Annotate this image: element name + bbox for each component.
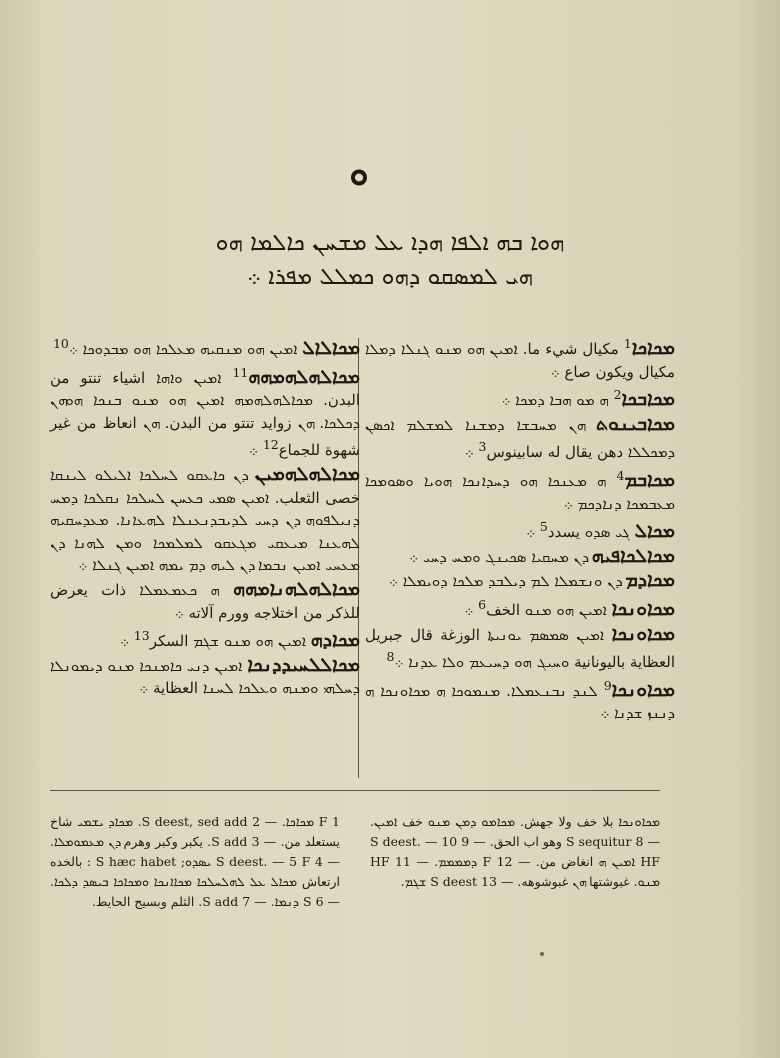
dictionary-entry <box>50 333 360 361</box>
dictionary-entry <box>50 463 360 577</box>
footnote-ref: 4 <box>616 467 625 483</box>
dictionary-entry: ܡܟܐܘܢܟܐ ܐܡܝܢ ܗܘ ܡܢܘ الخف$^6$ ܀ <box>464 596 675 620</box>
entry-term: ܡܟܐܠܗܠܗܡܝܢ <box>254 462 360 485</box>
dictionary-entry: ܡܟܐܕܗ ܐܡܝܢ ܗܘ ܡܢܘ ܫܓܡ السكر$^{13}$ ܀ <box>120 628 360 652</box>
footnote-ref: 3 <box>478 439 487 455</box>
entry-text: ܐܡܝܢ ܣܡܣܡ ܝܘܢܝܬܐ الوزغة قال جبريل العظاية باليونانية ܘܚܝܓ ܗܘ ܕܚܝܥܡ ܘܠܐ ܥܕܢܐ ܀ <box>365 625 675 672</box>
entry-term: ܡܟܐܕܗ <box>310 629 360 652</box>
footnote-ref: 6 <box>478 596 487 612</box>
dictionary-entry <box>365 675 675 725</box>
chapter-marker: ܘ <box>349 154 369 194</box>
entry-text: ܠܢܕ ܢܒܢܥܡܠܐ. ܡܢܡܘܟܐ ܗ ܡܟܐܘܢܟܐ ܗ ܕܢܢܙ ܫܕܢܐ ܀ <box>365 681 675 723</box>
footnote-ref: 12 <box>262 437 279 453</box>
footnote-ref: 13 <box>133 628 150 644</box>
dictionary-entry <box>365 333 675 383</box>
left-column <box>50 333 360 701</box>
footnote-ref: 10 <box>52 336 69 351</box>
entry-term: ܡܟܐܠܠܚܝܕܕܢܟܐ <box>247 653 360 676</box>
entry-text: ܗ ܟܥܡܥܡܠܐ ذات يعرض للذكر من اختلاجه وورم آلاته ܀ <box>50 580 360 622</box>
footnote-ref: 5 <box>539 519 548 535</box>
entry-term: ܡܟܐܠܐܠ <box>302 337 360 359</box>
entry-text: ܗܢ ܡܚܒܫܐ ܕܡܫܢܐ ܠܡܫܠܡ ܐܟܣܢ ܕܡܟܠܠܐ دهن يقال له سابينوس <box>365 415 675 462</box>
dictionary-entry: ܡܟܐܠ ܓܝ ܣܕܘ يسدد$^5$ ܀ <box>526 519 675 543</box>
dictionary-entry <box>365 569 675 593</box>
entry-text: ܗ ܡܘ ܗܒܐ ܕܡܟܐ ܀ <box>501 391 609 410</box>
footnote-divider <box>50 790 660 791</box>
entry-text: ܕܢ ܟܐܥܩܘ ܠܚܠܟܐ ܐܠܝܠܘ ܠܝܢܩܐ خصى الثعلب. ܐܡܝܢ ܣܡܝ ܟܥܚܢ ܠܚܠܟܐ ܢܩܠܟܐ ܕܡܚ ܕܢܝܠܦܘܗ ܕܢ ܕܚܝ ܠܕܝܒܕܢܥܢܠܐ ܠܗܥܐܢܐ. ܡܥܕܚܩܝܗ ܠܗܥܢܐ ܡܝܥܩܝ ܡܓܥܩܘ ܠܡܠܡܟܐ ܘܡܢ ܠܗܢܐ ܕܢ ܡܥܚܝ ܐܡܝܢ ܢܒܡܐ ܕܢ ܠܝܗ ܕܡ ܝܡܗ ܐܡܝܢ ܓܢܠܐ ܀ <box>50 465 360 575</box>
entry-term: ܡܟܐܘܢܟܐ <box>611 678 675 701</box>
dictionary-entry <box>365 384 675 412</box>
entry-text: ܐܡܝܢ ܗܘ ܡܢܘ ܫܓܡ السكر <box>149 632 306 651</box>
entry-text: ܐܡܝܢ ܗܘ ܡܢܘ الخف <box>486 600 607 619</box>
entry-text: ܗ ܡܥܢܟܐ ܗܘ ܕܚܕܐܢܟܐ ܗܘܝܐ ܘܣܘܡܟܐ ܡܥܒܡܟܐ ܕܢܐܕܟܡ ܀ <box>365 471 675 513</box>
chapter-heading-line2: ܗܝ ܠܡܣܩܘ ܕܗܘ ܟܡܠܠ ܡܦܪܐ ܀ <box>247 264 533 290</box>
entry-term: ܡܟܐܠܗܠܗܡܗܗ <box>248 365 360 388</box>
dictionary-entry: ܡܟܐܒܝܢܘܬ ܗܢ ܡܚܒܫܐ ܕܡܫܢܐ ܠܡܫܠܡ ܐܟܣܢ ܕܡܟܠܠܐ دهن يقال له سابينوس$^3$ ܀ <box>365 412 675 462</box>
entry-term: ܡܟܐܘܢܟܐ <box>611 622 675 645</box>
footnote-ref: 9 <box>603 677 612 693</box>
dictionary-entry <box>365 465 675 515</box>
chapter-heading-line1: ܗܘܐ ܒܗ ܐܠܦܐ ܗܕܐ ܥܠ ܡܫܚܢ ܟܐܠܡܐ ܗܘ <box>215 230 565 256</box>
entry-term: ܡܟܐܕܡ <box>625 569 675 592</box>
footnote-ref: 2 <box>613 387 622 403</box>
entry-term: ܡܟܐܠܗܠܗܢܐܡܗܗ <box>233 577 360 600</box>
dictionary-entry <box>365 545 675 569</box>
entry-term: ܡܟܐܟܐ <box>631 337 675 359</box>
entry-term: ܡܟܐܠܟܐܦܝܗ <box>591 544 675 567</box>
entry-text: مكيال شيء ما. ܐܡܝܢ ܗܘ ܡܢܘ ܓܢܠܐ ܕܡܠܐ مكيال ويكون صاع ܀ <box>365 340 675 381</box>
entry-term: ܡܟܐܒܝܢܘܬ <box>596 412 675 435</box>
footnotes-right: ܡܟܐܘܢܟܐ بلا خف ولا جهش. ܡܟܐܡܘ ܕܡܢ ܡܢܘ خف ܐܡܝܢ. — 8 S sequitur وهو اب الحق. — 9 S deest. — 10 HF ܐܡܝܢ ܗ انغاض من. — 12 F ܕܡܡܡܡ. — 11 HF ܡܢܘ. غبوشتها ܗܢ غبوشوهه. — 13 S deest ܫܓܡ. <box>370 814 660 889</box>
entry-text: ܕܢ ܘܢܫܡܠܐ ܠܡ ܕܝܠܒܕ ܡܠܟܐ ܕܘܝܡܠܐ ܀ <box>388 572 621 591</box>
right-column <box>365 333 675 726</box>
entry-text: ܓܝ ܣܕܘ يسدد <box>547 523 630 542</box>
dictionary-entry <box>50 654 360 700</box>
dictionary-entry: ܡܟܐܠܗܠܗܡܗܗ$^{11}$ ܐܡܝܢ ܘܐܗܐ اشياء تنتو من البدن. ܡܟܐܠܗܠܗܡܗ ܐܡܝܢ ܗܘ ܡܢܘ ܒܢܟܐ ܗܘܗܢ ܕܟܠܟܐ. ܗܢ زوايد تنتو من البدن. ܗܢ انعاظ من غير شهوة للجماع$^{12}$ ܀ <box>50 364 360 460</box>
entry-term: ܡܟܐܒܟܐ <box>621 388 675 411</box>
entry-term: ܡܟܐܘܢܟܐ <box>611 597 675 620</box>
entry-term: ܡܟܐܠ <box>634 520 675 543</box>
entry-text: ܐܡܝܢ ܗܘ ܡܢܩܝܗ ܡܥܠܟܐ ܗܘ ܡܒܕܘܟܐ ܀ <box>68 340 298 358</box>
footnotes-left: 1 F ܡܟܐܟܐ. — 2 S deest, sed add. ܡܟܐܕ ܝܫܡܝ شاخ يستعلد من. — 3 S add. يكبر وكبر وهرم ܕܢ ܡܥܡܘܡܠܐ. — 4 S deest. — 5 F ܝܣܕܘ; S hæc habet : بالخده ارتعاش ܡܟܐܠ ܥܠ ܠܗܠܚܠܟܐ ܡܟܐܐܢܟܐ ܘܡܟܐܟܐ ܒܝܣܕ ܕܠܟܐ. — 6 S ܕܢܡܐ. — 7 S add. الثلم وبسيج الحايط. <box>50 814 340 909</box>
entry-text: ܐܡܝܢ ܘܐܗܐ اشياء تنتو من البدن. ܡܟܐܠܗܠܗܡܗ ܐܡܝܢ ܗܘ ܡܢܘ ܒܢܟܐ ܗܘܗܢ ܕܟܠܟܐ. ܗܢ زوايد تنتو من البدن. ܗܢ انعاظ من غير شهوة للجماع <box>50 368 360 460</box>
entry-text: ܐܡܝܢ ܕܢܝ ܟܐܡܢܟܐ ܡܢܘ ܕܝܡܘܢܠܐ ܕܚܠܗܝ ܘܡܢܗ ܘܥܠܟܐ ܠܚܢܐ العظاية ܀ <box>50 656 360 698</box>
dictionary-entry <box>50 578 360 624</box>
footnote-ref: 11 <box>232 364 249 380</box>
footnote-ref: 1 <box>623 336 632 351</box>
footnote-ref: 8 <box>386 649 395 665</box>
page-speck <box>540 952 544 956</box>
entry-term: ܡܟܐܒܡ <box>624 468 675 491</box>
entry-text: ܕܢ ܡܚܩܝܐ ܣܟܝܢܓ ܘܡܚ ܕܚܝ ܀ <box>409 547 587 566</box>
dictionary-entry <box>365 623 675 674</box>
